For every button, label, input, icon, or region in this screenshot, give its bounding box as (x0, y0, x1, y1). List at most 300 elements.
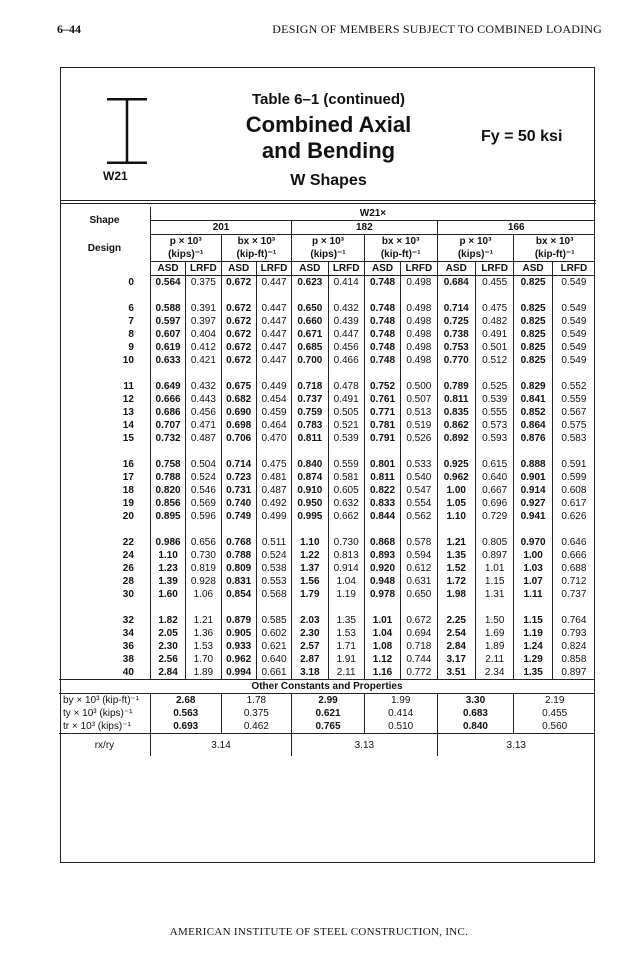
table-cell: 0.700 (292, 354, 328, 367)
length-label: 24 (122, 550, 134, 561)
table-row (59, 510, 595, 523)
table-cell: 0.507 (401, 393, 437, 406)
table-cell: 0.833 (364, 497, 400, 510)
table-row (59, 354, 595, 367)
table-cell: 0.617 (552, 497, 595, 510)
table-cell: 0.764 (552, 614, 595, 627)
table-cell: 0.874 (292, 471, 328, 484)
spacer-cell (221, 445, 256, 458)
table-cell: 0.666 (552, 549, 595, 562)
table-cell: 0.454 (256, 393, 291, 406)
spacer-cell (437, 445, 475, 458)
table-cell: 1.53 (328, 627, 364, 640)
table-cell: 2.34 (475, 666, 513, 680)
table-cell: 0.897 (552, 666, 595, 680)
table-cell: 1.53 (186, 640, 221, 653)
lrfd-label: LRFD (328, 262, 364, 276)
table-cell: 0.505 (328, 406, 364, 419)
table-cell: 0.950 (292, 497, 328, 510)
blank-header (59, 262, 150, 276)
table-cell: 0.986 (150, 536, 185, 549)
spacer-cell (437, 601, 475, 614)
spacer-cell (256, 445, 291, 458)
table-cell: 0.666 (150, 393, 185, 406)
other-constant-value: 2.68 (150, 694, 221, 708)
table-cell: 0.487 (256, 484, 291, 497)
group-label: W21× (150, 207, 595, 221)
table-cell: 0.549 (552, 276, 595, 290)
table-row (59, 341, 595, 354)
table-cell: 0.478 (328, 380, 364, 393)
table-cell: 0.447 (256, 341, 291, 354)
length-label: 36 (122, 641, 134, 652)
spacer-cell (221, 367, 256, 380)
table-cell: 0.549 (552, 354, 595, 367)
rxry-label: rx/ry (59, 734, 150, 757)
table-cell: 0.521 (328, 419, 364, 432)
table-cell: 0.475 (475, 302, 513, 315)
table-cell: 0.835 (437, 406, 475, 419)
table-header (59, 207, 595, 276)
table-cell: 1.07 (514, 575, 552, 588)
table-row (59, 640, 595, 653)
table-cell: 0.788 (221, 549, 256, 562)
table-cell: 0.788 (150, 471, 185, 484)
bx-column-label: bx × 10³ (364, 235, 437, 249)
table-cell: 0.811 (364, 471, 400, 484)
spacer-cell (59, 523, 150, 536)
spacer-cell (475, 601, 513, 614)
table-cell: 0.876 (514, 432, 552, 445)
p-column-label: p × 10³ (437, 235, 514, 249)
table-cell: 0.688 (552, 562, 595, 575)
table-cell: 0.761 (364, 393, 400, 406)
table-cell: 0.825 (514, 328, 552, 341)
spacer-cell (437, 289, 475, 302)
table-cell: 0.432 (186, 380, 221, 393)
table-cell: 0.684 (437, 276, 475, 290)
table-cell: 0.725 (437, 315, 475, 328)
asd-label: ASD (437, 262, 475, 276)
length-label: 8 (128, 329, 134, 340)
other-constant-value: 2.19 (514, 694, 595, 708)
table-cell: 1.21 (437, 536, 475, 549)
table-cell: 2.57 (292, 640, 328, 653)
table-cell: 0.748 (364, 276, 400, 290)
table-cell: 0.748 (364, 315, 400, 328)
spacer-cell (514, 289, 552, 302)
table-cell: 0.706 (221, 432, 256, 445)
table-cell: 0.748 (364, 328, 400, 341)
table-cell: 0.696 (475, 497, 513, 510)
table-cell: 0.738 (437, 328, 475, 341)
table-cell: 0.690 (221, 406, 256, 419)
table-cell: 0.723 (221, 471, 256, 484)
table-cell: 0.748 (364, 302, 400, 315)
table-cell: 1.52 (437, 562, 475, 575)
table-cell: 1.15 (514, 614, 552, 627)
spacer-cell (401, 601, 437, 614)
length-label: 18 (122, 485, 134, 496)
table-cell: 1.82 (150, 614, 185, 627)
table-cell: 0.770 (437, 354, 475, 367)
other-constant-value: 0.375 (221, 707, 292, 720)
table-cell: 0.553 (256, 575, 291, 588)
length-label: 28 (122, 576, 134, 587)
length-label: 7 (128, 316, 134, 327)
spacer-cell (401, 289, 437, 302)
table-row (59, 627, 595, 640)
table-cell: 0.501 (475, 341, 513, 354)
length-label: 40 (122, 667, 134, 678)
table-cell: 3.17 (437, 653, 475, 666)
table-cell: 0.854 (221, 588, 256, 601)
table-cell: 1.31 (475, 588, 513, 601)
length-label: 13 (122, 407, 134, 418)
length-label: 12 (122, 394, 134, 405)
design-label: Design (87, 242, 122, 254)
other-constant-value: 0.414 (364, 707, 437, 720)
spacer-cell (475, 445, 513, 458)
p-unit-label: (kips)⁻¹ (292, 248, 365, 262)
table-cell: 2.56 (150, 653, 185, 666)
table-cell: 0.895 (150, 510, 185, 523)
spacer-cell (475, 523, 513, 536)
table-cell: 0.879 (221, 614, 256, 627)
spacer-cell (364, 445, 400, 458)
table-cell: 0.825 (514, 315, 552, 328)
other-constant-value: 2.99 (292, 694, 365, 708)
spacer-cell (221, 289, 256, 302)
table-cell: 0.498 (401, 354, 437, 367)
table-cell: 0.575 (552, 419, 595, 432)
table-cell: 0.568 (256, 588, 291, 601)
table-cell: 3.51 (437, 666, 475, 680)
table-cell: 0.633 (150, 354, 185, 367)
table-cell: 0.499 (256, 510, 291, 523)
table-cell: 0.768 (221, 536, 256, 549)
table-row (59, 614, 595, 627)
table-row (59, 419, 595, 432)
table-cell: 1.37 (292, 562, 328, 575)
table-cell: 0.820 (150, 484, 185, 497)
table-cell: 0.578 (401, 536, 437, 549)
table-row (59, 484, 595, 497)
table-cell: 2.84 (150, 666, 185, 680)
table-cell: 0.447 (256, 302, 291, 315)
table-cell: 0.759 (292, 406, 328, 419)
spacer-cell (59, 367, 150, 380)
table-cell: 1.24 (514, 640, 552, 653)
p-unit-label: (kips)⁻¹ (150, 248, 221, 262)
table-row (59, 536, 595, 549)
table-cell: 0.897 (475, 549, 513, 562)
table-cell: 0.893 (364, 549, 400, 562)
table-cell: 0.856 (150, 497, 185, 510)
table-cell: 1.69 (475, 627, 513, 640)
spacer-cell (552, 523, 595, 536)
table-cell: 0.640 (256, 653, 291, 666)
table-cell: 0.772 (401, 666, 437, 680)
spacer-cell (364, 289, 400, 302)
other-constants-title: Other Constants and Properties (59, 680, 595, 694)
table-cell: 0.914 (514, 484, 552, 497)
table-row (59, 497, 595, 510)
table-cell: 1.35 (514, 666, 552, 680)
table-cell: 0.714 (437, 302, 475, 315)
lrfd-label: LRFD (552, 262, 595, 276)
length-label: 22 (122, 537, 134, 548)
table-cell: 0.621 (256, 640, 291, 653)
table-cell: 0.626 (552, 510, 595, 523)
table-cell: 1.21 (186, 614, 221, 627)
other-constant-value: 0.462 (221, 720, 292, 734)
other-constant-value: 1.99 (364, 694, 437, 708)
table-cell: 1.50 (475, 614, 513, 627)
table-cell: 0.732 (150, 432, 185, 445)
table-row (59, 432, 595, 445)
table-cell: 0.801 (364, 458, 400, 471)
other-constant-value: 0.510 (364, 720, 437, 734)
table-cell: 0.588 (150, 302, 185, 315)
table-cell: 0.594 (401, 549, 437, 562)
table-cell: 0.498 (401, 302, 437, 315)
table-cell: 0.470 (256, 432, 291, 445)
spacer-cell (552, 601, 595, 614)
other-constant-value: 0.693 (150, 720, 221, 734)
asd-label: ASD (150, 262, 185, 276)
spacer-cell (552, 289, 595, 302)
spacer-cell (437, 367, 475, 380)
table-cell: 0.549 (552, 315, 595, 328)
table-cell: 0.731 (221, 484, 256, 497)
table-cell: 0.858 (552, 653, 595, 666)
table-cell: 0.632 (328, 497, 364, 510)
table-cell: 0.672 (221, 341, 256, 354)
table-cell: 0.672 (221, 276, 256, 290)
table-cell: 0.962 (437, 471, 475, 484)
spacer-cell (514, 601, 552, 614)
table-cell: 1.19 (328, 588, 364, 601)
table-cell: 1.89 (186, 666, 221, 680)
spacer-cell (401, 523, 437, 536)
table-cell: 0.905 (221, 627, 256, 640)
table-cell: 0.920 (364, 562, 400, 575)
spacer-cell (328, 289, 364, 302)
table-cell: 0.650 (401, 588, 437, 601)
bx-unit-label: (kip-ft)⁻¹ (221, 248, 292, 262)
spacer-cell (328, 367, 364, 380)
table-cell: 0.928 (186, 575, 221, 588)
table-cell: 0.439 (328, 315, 364, 328)
page-number: 6–44 (57, 22, 81, 36)
length-label: 17 (122, 472, 134, 483)
table-cell: 0.718 (292, 380, 328, 393)
table-cell: 1.71 (328, 640, 364, 653)
table-cell: 0.698 (221, 419, 256, 432)
table-cell: 0.809 (221, 562, 256, 575)
table-cell: 0.771 (364, 406, 400, 419)
table-cell: 0.559 (552, 393, 595, 406)
table-cell: 0.941 (514, 510, 552, 523)
table-cell: 0.825 (514, 354, 552, 367)
table-cell: 0.498 (401, 328, 437, 341)
table-row (59, 653, 595, 666)
table-cell: 0.475 (256, 458, 291, 471)
length-label: 6 (128, 303, 134, 314)
table-cell: 0.868 (364, 536, 400, 549)
table-cell: 1.03 (514, 562, 552, 575)
spacer-cell (59, 445, 150, 458)
other-constant-value: 3.30 (437, 694, 514, 708)
spacer-cell (514, 445, 552, 458)
table-cell: 0.539 (475, 393, 513, 406)
table-cell: 2.54 (437, 627, 475, 640)
spacer-cell (186, 367, 221, 380)
table-cell: 2.25 (437, 614, 475, 627)
size-label: 166 (437, 221, 595, 235)
length-label: 14 (122, 420, 134, 431)
table-cell: 0.840 (292, 458, 328, 471)
length-label: 26 (122, 563, 134, 574)
table-title-line1: Combined Axial (245, 112, 412, 137)
table-cell: 0.781 (364, 419, 400, 432)
table-cell: 1.91 (328, 653, 364, 666)
spacer-cell (150, 445, 185, 458)
spacer-cell (59, 601, 150, 614)
table-cell: 0.559 (328, 458, 364, 471)
table-cell: 0.491 (328, 393, 364, 406)
table-cell: 0.619 (150, 341, 185, 354)
table-cell: 0.533 (401, 458, 437, 471)
length-label: 19 (122, 498, 134, 509)
table-cell: 0.948 (364, 575, 400, 588)
table-cell: 0.581 (328, 471, 364, 484)
table-cell: 0.466 (328, 354, 364, 367)
table-cell: 0.694 (401, 627, 437, 640)
table-cell: 0.482 (475, 315, 513, 328)
table-cell: 1.01 (475, 562, 513, 575)
header-divider (61, 200, 596, 201)
table-cell: 1.19 (514, 627, 552, 640)
table-cell: 1.04 (364, 627, 400, 640)
combined-axial-bending-table (59, 207, 595, 756)
table-cell: 0.682 (221, 393, 256, 406)
spacer-cell (475, 289, 513, 302)
spacer-cell (552, 445, 595, 458)
lrfd-label: LRFD (256, 262, 291, 276)
rxry-value: 3.13 (292, 734, 437, 757)
table-cell: 1.22 (292, 549, 328, 562)
spacer-cell (186, 523, 221, 536)
table-cell: 0.831 (221, 575, 256, 588)
bx-column-label: bx × 10³ (514, 235, 595, 249)
table-cell: 0.583 (552, 432, 595, 445)
table-cell: 2.03 (292, 614, 328, 627)
table-cell: 1.23 (150, 562, 185, 575)
p-unit-label: (kips)⁻¹ (437, 248, 514, 262)
table-cell: 0.793 (552, 627, 595, 640)
table-cell: 0.432 (328, 302, 364, 315)
size-label: 182 (292, 221, 437, 235)
length-label: 11 (123, 381, 134, 392)
spacer-cell (256, 523, 291, 536)
section-label: W21 (103, 169, 128, 183)
spacer-cell (221, 523, 256, 536)
table-cell: 3.18 (292, 666, 328, 680)
table-cell: 0.498 (401, 341, 437, 354)
table-cell: 0.927 (514, 497, 552, 510)
table-cell: 0.753 (437, 341, 475, 354)
table-cell: 0.864 (514, 419, 552, 432)
table-cell: 1.89 (475, 640, 513, 653)
table-cell: 0.737 (552, 588, 595, 601)
table-cell: 0.841 (514, 393, 552, 406)
length-label: 30 (122, 589, 134, 600)
table-cell: 0.729 (475, 510, 513, 523)
table-number: Table 6–1 (continued) (251, 91, 406, 108)
rxry-value: 3.14 (150, 734, 291, 757)
table-cell: 0.672 (221, 328, 256, 341)
table-cell: 0.783 (292, 419, 328, 432)
table-cell: 0.492 (256, 497, 291, 510)
table-cell: 0.491 (475, 328, 513, 341)
table-cell: 0.549 (552, 341, 595, 354)
table-row (59, 328, 595, 341)
table-cell: 0.547 (401, 484, 437, 497)
table-cell: 0.660 (292, 315, 328, 328)
length-label: 20 (122, 511, 134, 522)
other-constant-label: ty × 10³ (kips)⁻¹ (63, 708, 133, 719)
spacer-cell (328, 601, 364, 614)
rxry-value: 3.13 (437, 734, 595, 757)
other-constant-value: 1.78 (221, 694, 292, 708)
table-subtitle: W Shapes (290, 172, 367, 189)
other-constant-value: 0.765 (292, 720, 365, 734)
table-cell: 0.599 (552, 471, 595, 484)
lrfd-label: LRFD (186, 262, 221, 276)
table-cell: 0.749 (221, 510, 256, 523)
table-row (59, 562, 595, 575)
table-cell: 0.718 (401, 640, 437, 653)
table-cell: 0.852 (514, 406, 552, 419)
spacer-cell (364, 523, 400, 536)
table-cell: 0.511 (256, 536, 291, 549)
table-cell: 0.585 (256, 614, 291, 627)
table-body (59, 276, 595, 757)
table-cell: 2.11 (328, 666, 364, 680)
asd-label: ASD (514, 262, 552, 276)
table-cell: 0.447 (256, 328, 291, 341)
spacer-cell (186, 289, 221, 302)
table-cell: 0.672 (221, 302, 256, 315)
length-label: 9 (128, 342, 134, 353)
length-label: 15 (122, 433, 134, 444)
table-cell: 0.500 (401, 380, 437, 393)
table-cell: 0.730 (328, 536, 364, 549)
table-row (59, 380, 595, 393)
spacer-cell (256, 601, 291, 614)
table-cell: 1.16 (364, 666, 400, 680)
table-cell: 1.70 (186, 653, 221, 666)
table-cell: 0.623 (292, 276, 328, 290)
table-row (59, 276, 595, 290)
table-cell: 0.661 (256, 666, 291, 680)
spacer-cell (150, 367, 185, 380)
table-cell: 0.404 (186, 328, 221, 341)
table-cell: 0.675 (221, 380, 256, 393)
table-cell: 0.667 (475, 484, 513, 497)
